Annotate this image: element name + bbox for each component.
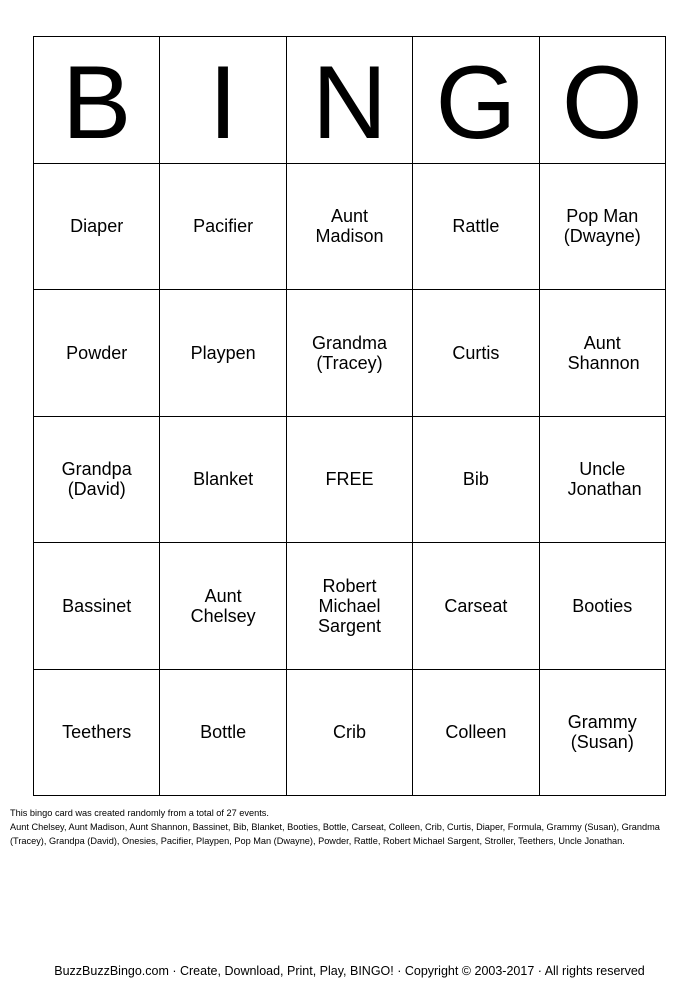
bingo-square: Aunt Chelsey xyxy=(160,543,286,670)
bingo-square: Bib xyxy=(413,417,539,544)
bingo-square: Bassinet xyxy=(34,543,160,670)
bingo-square: Grandpa (David) xyxy=(34,417,160,544)
bingo-square: Robert Michael Sargent xyxy=(287,543,413,670)
header-letter-b: B xyxy=(34,37,160,164)
bingo-square: Aunt Shannon xyxy=(540,290,666,417)
card-info xyxy=(10,806,685,848)
bingo-square: Carseat xyxy=(413,543,539,670)
bingo-square: Playpen xyxy=(160,290,286,417)
header-letter-i: I xyxy=(160,37,286,164)
bingo-square: Crib xyxy=(287,670,413,797)
card-info-events: Aunt Chelsey, Aunt Madison, Aunt Shannon, Bassinet, Bib, Blanket, Booties, Bottle, Carseat, Colleen, Crib, Curtis, Diaper, Formula, Grammy (Susan), Grandma (Tracey), Grandpa (David), Onesies, Pacifier, Playpen, Pop Man (Dwayne), Powder, Rattle, Robert Michael Sargent, Stroller, Teethers, Uncle Jonathan. xyxy=(10,822,660,846)
bingo-square: Aunt Madison xyxy=(287,164,413,291)
bingo-square: Colleen xyxy=(413,670,539,797)
bingo-square: Teethers xyxy=(34,670,160,797)
bingo-square: Pop Man (Dwayne) xyxy=(540,164,666,291)
bingo-square: Pacifier xyxy=(160,164,286,291)
bingo-square: Uncle Jonathan xyxy=(540,417,666,544)
bingo-square: Blanket xyxy=(160,417,286,544)
bingo-card xyxy=(33,36,666,796)
bingo-square: Curtis xyxy=(413,290,539,417)
free-square: FREE xyxy=(287,417,413,544)
bingo-square: Grandma (Tracey) xyxy=(287,290,413,417)
footer-copyright: BuzzBuzzBingo.com · Create, Download, Print, Play, BINGO! · Copyright © 2003-2017 · All rights reserved xyxy=(54,964,645,978)
bingo-square: Grammy (Susan) xyxy=(540,670,666,797)
bingo-square: Rattle xyxy=(413,164,539,291)
header-letter-o: O xyxy=(540,37,666,164)
bingo-square: Bottle xyxy=(160,670,286,797)
bingo-square: Powder xyxy=(34,290,160,417)
header-letter-g: G xyxy=(413,37,539,164)
bingo-square: Booties xyxy=(540,543,666,670)
card-info-summary: This bingo card was created randomly from a total of 27 events. xyxy=(10,808,269,818)
bingo-square: Diaper xyxy=(34,164,160,291)
header-letter-n: N xyxy=(287,37,413,164)
